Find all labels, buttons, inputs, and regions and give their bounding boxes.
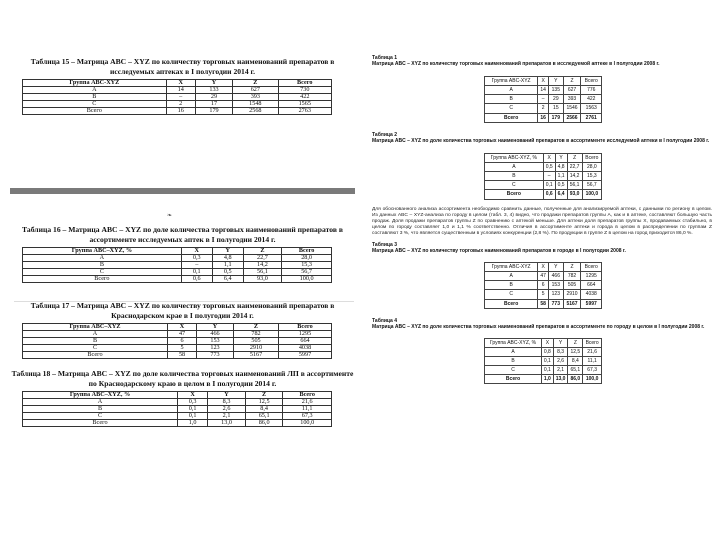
cell: 6 <box>538 281 549 290</box>
cell: 65,1 <box>245 413 283 420</box>
cell: A <box>485 347 542 356</box>
cell: 0,1 <box>543 181 555 190</box>
cell: B <box>485 281 538 290</box>
cell: 1,1 <box>555 171 567 180</box>
cell: 15,3 <box>282 262 332 269</box>
table-row <box>23 420 332 427</box>
cell: 393 <box>563 95 581 104</box>
cell: 0,6 <box>181 276 212 283</box>
cell: 1,0 <box>542 375 554 384</box>
table-4 <box>484 338 602 385</box>
cell: 153 <box>549 281 563 290</box>
table-18-caption: Таблица 18 – Матрица ABC – XYZ по доле количества торговых наименований ЛП в ассортименте по Краснодарскому краю в целом в I полугодии 2014 г. <box>11 369 354 388</box>
cell: 8,3 <box>208 399 246 406</box>
cell: 28,0 <box>582 162 601 171</box>
cell: 0,5 <box>212 269 243 276</box>
cell: 0,3 <box>178 399 208 406</box>
cell: C <box>485 104 538 113</box>
table-row <box>23 108 332 115</box>
cell: 100,0 <box>582 190 601 199</box>
header-cell: Y <box>195 80 232 87</box>
cell: 664 <box>279 338 332 345</box>
cell: 56,7 <box>282 269 332 276</box>
cell: 21,6 <box>583 347 602 356</box>
cell: 14 <box>538 86 549 95</box>
table-header-row <box>23 392 332 399</box>
cell: 29 <box>549 95 563 104</box>
cell: 17 <box>195 101 232 108</box>
cell: 28,0 <box>282 255 332 262</box>
cell: A <box>23 331 168 338</box>
header-cell: Группа АВС–XYZ, % <box>23 248 182 255</box>
table-header-row <box>485 76 602 85</box>
table-row <box>485 290 602 299</box>
cell: 2 <box>166 101 195 108</box>
cell: 0,1 <box>178 406 208 413</box>
header-cell: Y <box>555 153 567 162</box>
cell: 1546 <box>563 104 581 113</box>
cell: 2910 <box>563 290 581 299</box>
cell: 93,0 <box>243 276 282 283</box>
cell: 776 <box>581 86 602 95</box>
cell: C <box>485 181 544 190</box>
cell: 13,0 <box>208 420 246 427</box>
table-18 <box>22 391 332 427</box>
cell: 0,5 <box>543 162 555 171</box>
table-row <box>23 406 332 413</box>
table-header-row <box>23 324 332 331</box>
cell: A <box>23 255 182 262</box>
cell: 22,7 <box>567 162 582 171</box>
header-cell: Z <box>563 262 581 271</box>
cell: – <box>181 262 212 269</box>
cell: 393 <box>233 94 278 101</box>
table-row <box>23 94 332 101</box>
cell: 422 <box>278 94 331 101</box>
cell: B <box>23 262 182 269</box>
cell: 12,5 <box>245 399 283 406</box>
header-cell: Всего <box>279 324 332 331</box>
cell: 14,2 <box>243 262 282 269</box>
cell: – <box>166 94 195 101</box>
cell: 12,5 <box>568 347 583 356</box>
cell: Всего <box>23 108 167 115</box>
table-row <box>485 375 602 384</box>
cell: 0,1 <box>181 269 212 276</box>
cell: 4038 <box>581 290 602 299</box>
header-cell: X <box>181 248 212 255</box>
table-2-caption: Таблица 2 Матрица ABC – XYZ по доле количества торговых наименований препаратов в ассортименте исследуемой аптеки в I полугодии 2008 г. <box>372 131 710 145</box>
thin-rule <box>14 301 354 302</box>
section-divider-bar <box>10 188 355 194</box>
cell: 13,0 <box>553 375 568 384</box>
header-cell: Z <box>243 248 282 255</box>
table-row <box>23 269 332 276</box>
cell: Всего <box>485 299 538 308</box>
header-cell: Группа ABC-XYZ, % <box>485 338 542 347</box>
header-cell: Всего <box>582 153 601 162</box>
header-cell: Всего <box>581 262 602 271</box>
cell: 123 <box>197 345 234 352</box>
cell: B <box>485 95 538 104</box>
header-cell: X <box>542 338 554 347</box>
table-3 <box>484 262 602 309</box>
table-1 <box>484 76 602 123</box>
cell: 14,2 <box>567 171 582 180</box>
cell: Всего <box>23 420 178 427</box>
cell: 730 <box>278 87 331 94</box>
cell: 2910 <box>234 345 279 352</box>
header-cell: Y <box>212 248 243 255</box>
cell: 22,7 <box>243 255 282 262</box>
cell: 505 <box>234 338 279 345</box>
table-row <box>23 262 332 269</box>
cell: 100,0 <box>283 420 332 427</box>
cell: 0,1 <box>542 366 554 375</box>
header-cell: X <box>178 392 208 399</box>
body-paragraph: Для обоснованного анализа ассортимента необходимо сравнить данные, полученные для анализируемой аптеки, с данными по региону в целом. Из данных ABC – XYZ-анализа по городу в целом (табл. 3, 4) видно, что продажи препаратов группы А, как и в аптеке, составляют большую часть продаж. Доля продажи препаратов группы Z по сравнению с аптекой меньше. Для аптеки доля препаратов группы X, продаваемых стабильно, в целом по городу составляет 1,0 и 1,1 % соответственно. Отличия в ассортименте аптеки и города в целом в распределении по группам Z составляют 3 %, что является существенным в условиях конкуренции (2,8 %). По продукции в группе Z в целом на город приходится 86,0 %. <box>372 206 712 236</box>
cell: 773 <box>197 352 234 359</box>
cell: A <box>485 162 544 171</box>
cell: C <box>485 366 542 375</box>
cell: A <box>485 271 538 280</box>
table-header-row <box>485 153 602 162</box>
table-row <box>23 255 332 262</box>
table-row <box>23 338 332 345</box>
header-cell: Z <box>233 80 278 87</box>
cell: 782 <box>563 271 581 280</box>
cell: 86,0 <box>568 375 583 384</box>
cell: 5997 <box>279 352 332 359</box>
cell: 466 <box>549 271 563 280</box>
table-row <box>485 281 602 290</box>
cell: 1295 <box>279 331 332 338</box>
cell: B <box>23 406 178 413</box>
cell: 65,1 <box>568 366 583 375</box>
table-row <box>23 345 332 352</box>
cell: 93,0 <box>567 190 582 199</box>
cell: 179 <box>195 108 232 115</box>
cell: 153 <box>197 338 234 345</box>
cell: 16 <box>538 113 549 122</box>
cell: 2,1 <box>208 413 246 420</box>
table-header-row <box>23 248 332 255</box>
cell: 47 <box>168 331 197 338</box>
header-cell: X <box>166 80 195 87</box>
cell: 8,4 <box>568 356 583 365</box>
cell: 0,5 <box>555 181 567 190</box>
cell: 133 <box>195 87 232 94</box>
cell: 505 <box>563 281 581 290</box>
cell: B <box>23 94 167 101</box>
header-cell: Всего <box>282 248 332 255</box>
header-cell: Группа ABC-XYZ, % <box>485 153 544 162</box>
table-row <box>23 413 332 420</box>
cell: 58 <box>538 299 549 308</box>
cell: 2,6 <box>208 406 246 413</box>
cell: Всего <box>23 276 182 283</box>
cell: 5 <box>168 345 197 352</box>
cell: 422 <box>581 95 602 104</box>
cell: 5167 <box>234 352 279 359</box>
table-row <box>23 331 332 338</box>
table-header-row <box>485 262 602 271</box>
cell: Всего <box>23 352 168 359</box>
cell: 2566 <box>563 113 581 122</box>
table-1-caption: Таблица 1 Матрица ABC – XYZ по количеству торговых наименований препаратов в исследуемой аптеке в I полугодии 2008 г. <box>372 55 660 68</box>
cell: 627 <box>233 87 278 94</box>
header-cell: Y <box>553 338 568 347</box>
header-cell: Группа ABC-XYZ <box>485 262 538 271</box>
cell: 15,3 <box>582 171 601 180</box>
cell: C <box>23 345 168 352</box>
header-cell: Z <box>245 392 283 399</box>
cell: 56,7 <box>582 181 601 190</box>
table-row <box>485 299 602 308</box>
cell: A <box>23 399 178 406</box>
cell: – <box>538 95 549 104</box>
cell: 1548 <box>233 101 278 108</box>
table-16 <box>22 247 332 283</box>
cell: C <box>23 413 178 420</box>
table-17-caption: Таблица 17 – Матрица ABC – XYZ по количеству торговых наименований препаратов в Краснодарском крае в I полугодии 2014 г. <box>30 301 335 320</box>
table-row <box>485 104 602 113</box>
cell: 5997 <box>581 299 602 308</box>
cell: 5167 <box>563 299 581 308</box>
cell: 100,0 <box>583 375 602 384</box>
header-cell: X <box>168 324 197 331</box>
cell: 67,3 <box>583 366 602 375</box>
cell: 6,4 <box>212 276 243 283</box>
cell: 0,1 <box>542 356 554 365</box>
ornament-mark: ❧ <box>167 213 173 219</box>
cell: A <box>23 87 167 94</box>
header-cell: Группа АВС–XYZ, % <box>23 392 178 399</box>
cell: 1563 <box>581 104 602 113</box>
table-row <box>485 347 602 356</box>
cell: B <box>485 171 544 180</box>
cell: 2568 <box>233 108 278 115</box>
header-cell: Z <box>563 76 581 85</box>
cell: 782 <box>234 331 279 338</box>
cell: B <box>485 356 542 365</box>
cell: 0,1 <box>178 413 208 420</box>
cell: 1,1 <box>212 262 243 269</box>
header-cell: X <box>543 153 555 162</box>
cell: 0,8 <box>542 347 554 356</box>
cell: 4038 <box>279 345 332 352</box>
header-cell: Всего <box>278 80 331 87</box>
table-row <box>23 276 332 283</box>
cell: 16 <box>166 108 195 115</box>
cell: 100,0 <box>282 276 332 283</box>
table-15 <box>22 79 332 115</box>
table-row <box>23 87 332 94</box>
cell: 4,8 <box>212 255 243 262</box>
cell: 664 <box>581 281 602 290</box>
table-row <box>485 113 602 122</box>
table-row <box>485 271 602 280</box>
header-cell: Z <box>234 324 279 331</box>
table-2 <box>484 153 602 200</box>
cell: 6,4 <box>555 190 567 199</box>
table-header-row <box>23 80 332 87</box>
cell: 14 <box>166 87 195 94</box>
cell: C <box>485 290 538 299</box>
cell: 2763 <box>278 108 331 115</box>
table-row <box>485 162 602 171</box>
table-15-caption: Таблица 15 – Матрица ABC – XYZ по количеству торговых наименований препаратов в исследуемых аптеках в I полугодии 2014 г. <box>30 57 335 76</box>
table-row <box>485 181 602 190</box>
cell: 2 <box>538 104 549 113</box>
cell: Всего <box>485 375 542 384</box>
header-cell: Z <box>568 338 583 347</box>
table-row <box>485 366 602 375</box>
cell: 56,1 <box>243 269 282 276</box>
table-row <box>485 86 602 95</box>
header-cell: Группа ABC-XYZ <box>485 76 538 85</box>
cell: 67,3 <box>283 413 332 420</box>
cell: 627 <box>563 86 581 95</box>
cell: – <box>543 171 555 180</box>
cell: 773 <box>549 299 563 308</box>
cell: 56,1 <box>567 181 582 190</box>
table-header-row <box>485 338 602 347</box>
cell: 0,6 <box>543 190 555 199</box>
header-cell: Y <box>197 324 234 331</box>
cell: 2,1 <box>553 366 568 375</box>
table-row <box>485 190 602 199</box>
table-row <box>485 356 602 365</box>
cell: 1565 <box>278 101 331 108</box>
cell: 2761 <box>581 113 602 122</box>
header-cell: Группа АВС–XYZ <box>23 324 168 331</box>
header-cell: X <box>538 76 549 85</box>
right-document-page <box>372 55 712 384</box>
table-row <box>23 352 332 359</box>
cell: 15 <box>549 104 563 113</box>
table-4-caption: Таблица 4 Матрица ABC – XYZ по доле количества торговых наименований препаратов в ассортименте по городу в целом в I полугодии 2008 г. <box>372 317 705 331</box>
cell: C <box>23 101 167 108</box>
cell: 86,0 <box>245 420 283 427</box>
cell: 8,4 <box>245 406 283 413</box>
cell: A <box>485 86 538 95</box>
cell: 123 <box>549 290 563 299</box>
left-document-page <box>10 55 355 427</box>
header-cell: Всего <box>283 392 332 399</box>
cell: 135 <box>549 86 563 95</box>
table-3-caption: Таблица 3 Матрица ABC – XYZ по количеству торговых наименований препаратов в городе в I полугодии 2008 г. <box>372 241 626 255</box>
cell: 179 <box>549 113 563 122</box>
cell: 2,6 <box>553 356 568 365</box>
header-cell: Y <box>208 392 246 399</box>
table-16-caption: Таблица 16 – Матрица ABC – XYZ по доле количества торговых наименований препаратов в ассортименте исследуемых аптек в I полугодии 2014 г. <box>22 225 343 244</box>
cell: B <box>23 338 168 345</box>
table-row <box>23 399 332 406</box>
cell: Всего <box>485 190 544 199</box>
cell: C <box>23 269 182 276</box>
header-cell: Y <box>549 262 563 271</box>
header-cell: Z <box>567 153 582 162</box>
cell: 0,3 <box>181 255 212 262</box>
cell: 466 <box>197 331 234 338</box>
cell: 5 <box>538 290 549 299</box>
cell: 4,8 <box>555 162 567 171</box>
table-row <box>485 171 602 180</box>
cell: 1,0 <box>178 420 208 427</box>
header-cell: Группа АВС-XYZ <box>23 80 167 87</box>
header-cell: Y <box>549 76 563 85</box>
cell: 21,6 <box>283 399 332 406</box>
header-cell: Всего <box>581 76 602 85</box>
cell: Всего <box>485 113 538 122</box>
header-cell: X <box>538 262 549 271</box>
table-row <box>485 95 602 104</box>
header-cell: Всего <box>583 338 602 347</box>
cell: 11,1 <box>283 406 332 413</box>
table-row <box>23 101 332 108</box>
cell: 6 <box>168 338 197 345</box>
cell: 29 <box>195 94 232 101</box>
cell: 1295 <box>581 271 602 280</box>
cell: 47 <box>538 271 549 280</box>
cell: 58 <box>168 352 197 359</box>
cell: 11,1 <box>583 356 602 365</box>
cell: 8,3 <box>553 347 568 356</box>
table-17 <box>22 323 332 359</box>
